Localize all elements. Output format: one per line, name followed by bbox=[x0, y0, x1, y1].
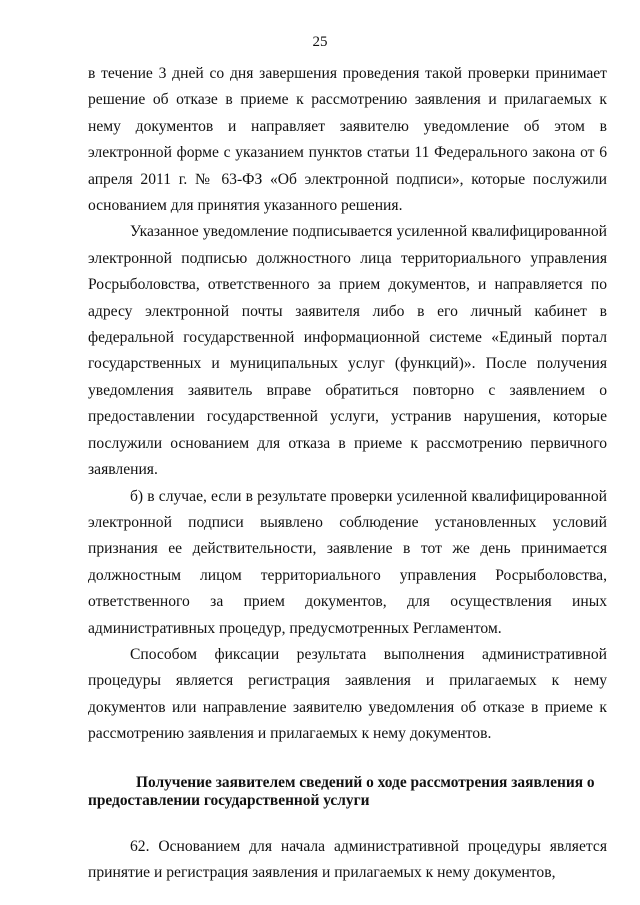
paragraph-62: 62. Основанием для начала административной процедуры является принятие и регистрация заявления и прилагаемых к нему документов, bbox=[88, 837, 607, 881]
section-heading-line-1: Получение заявителем сведений о ходе рассмотрения заявления о bbox=[136, 773, 595, 791]
section-heading bbox=[88, 774, 607, 810]
paragraph-fixation-method: Способом фиксации результата выполнения административной процедуры является регистрация заявления и прилагаемых к нему документов или направление заявителю уведомления об отказе в приеме к рассмотрению заявления и прилагаемых к нему документов. bbox=[88, 645, 607, 743]
paragraph-notification: Указанное уведомление подписывается усиленной квалифицированной электронной подписью должностного лица территориального управления Росрыболовства, ответственного за прием документов, и направляется по адресу электронной почты заявителя либо в его личный кабинет в федеральной государственной информационной системе «Единый портал государственных и муниципальных услуг (функций)». После получения уведомления заявитель вправе обратиться повторно с заявлением о предоставлении государственной услуги, устранив нарушения, которые послужили основанием для отказа в приеме к рассмотрению первичного заявления. bbox=[88, 223, 607, 479]
paragraph-continuation: в течение 3 дней со дня завершения проведения такой проверки принимает решение об отказе в приеме к рассмотрению заявления и прилагаемых к нему документов и направляет заявителю уведомление об этом в электронной форме с указанием пунктов статьи 11 Федерального закона от 6 апреля 2011 г. № 63-ФЗ «Об электронной подписи», которые послужили основанием для принятия указанного решения. bbox=[88, 65, 607, 215]
paragraph-item-b: б) в случае, если в результате проверки усиленной квалифицированной электронной подписи выявлено соблюдение установленных условий признания ее действительности, заявление в тот же день принимается должностным лицом территориального управления Росрыболовства, ответственного за прием документов, для осуществления иных административных процедур, предусмотренных Регламентом. bbox=[88, 487, 607, 637]
document-body bbox=[88, 61, 607, 886]
section-heading-line-2: предоставлении государственной услуги bbox=[88, 791, 370, 809]
page-number: 25 bbox=[312, 34, 328, 50]
